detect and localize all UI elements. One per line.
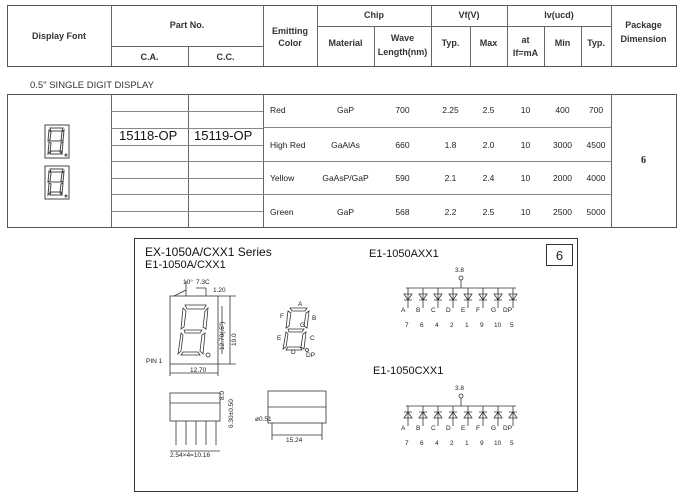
header-emitting-1: Emitting: [272, 26, 308, 36]
row-iv-typ: 4000: [586, 173, 606, 183]
row-color: Green: [270, 207, 294, 217]
row-vf-typ: 2.2: [444, 207, 457, 217]
dim-label: PIN 1: [146, 358, 163, 365]
dim-label: 10°: [183, 279, 193, 286]
pin-label: C: [431, 425, 436, 432]
row-iv-typ: 700: [588, 105, 604, 115]
pin-label: A: [401, 425, 406, 432]
row-iv-min: 2500: [553, 207, 572, 217]
pin-label: C: [431, 307, 436, 314]
dim-label: ø0.51: [255, 416, 272, 423]
header-display-font: Display Font: [31, 31, 86, 41]
pin-number: 1: [465, 440, 469, 447]
package-dimension: 6: [641, 155, 646, 166]
ca-title: E1-1050AXX1: [369, 248, 439, 260]
row-wave: 568: [395, 207, 410, 217]
row-vf-typ: 2.1: [444, 173, 457, 183]
pin-number: 6: [420, 440, 424, 447]
pin-label: E: [461, 307, 466, 314]
series-subtitle: E1-1050A/CXX1: [145, 259, 226, 271]
dim-label: 19.0: [231, 333, 238, 346]
seven-segment-icon: [44, 165, 72, 201]
row-iv-min: 3000: [553, 140, 572, 150]
pin-number: 9: [480, 440, 484, 447]
row-iv-typ: 5000: [586, 207, 606, 217]
dim-label: 15.24: [286, 437, 303, 444]
dim-label: 3.8: [455, 267, 465, 274]
row-at: 10: [520, 173, 531, 183]
pin-number: 6: [420, 322, 424, 329]
part-number-ca: 15118-OP: [119, 128, 178, 143]
row-color: Yellow: [270, 173, 295, 183]
dim-label: 1.20: [213, 287, 226, 294]
section-label: 0.5" SINGLE DIGIT DISPLAY: [30, 80, 154, 91]
segment-label: D: [291, 349, 296, 356]
header-chip: Chip: [364, 10, 384, 20]
header-part-no: Part No.: [169, 20, 205, 30]
dim-label: 7.3C: [196, 279, 210, 286]
pin-number: 4: [435, 440, 439, 447]
pin-number: 2: [450, 440, 454, 447]
pin-label: F: [476, 425, 480, 432]
pin-number: 10: [494, 440, 502, 447]
row-wave: 700: [395, 105, 410, 115]
row-wave: 660: [395, 140, 410, 150]
pin-label: F: [476, 307, 480, 314]
pin-label: B: [416, 307, 421, 314]
page-number-box: [546, 244, 573, 266]
header-ca: C.A.: [140, 52, 159, 62]
pin-number: 4: [435, 322, 439, 329]
pin-label: D: [446, 307, 451, 314]
header-package-2: Dimension: [620, 34, 667, 44]
row-vf-typ: 2.25: [442, 105, 459, 115]
seven-segment-icon: [44, 124, 72, 160]
segment-label: G: [300, 322, 306, 329]
header-wave-2: Length(nm): [377, 47, 428, 57]
segment-label: E: [277, 335, 282, 342]
dim-label: 12.70: [190, 367, 207, 374]
header-vf: Vf(V): [458, 10, 480, 20]
pin-label: E: [461, 425, 466, 432]
segment-label: C: [310, 335, 315, 342]
pin-label: D: [446, 425, 451, 432]
pin-number: 5: [510, 322, 514, 329]
segment-label: DP: [306, 352, 316, 359]
pin-number: 7: [405, 440, 409, 447]
row-at: 10: [520, 207, 531, 217]
row-iv-min: 2000: [553, 173, 572, 183]
pin-label: G: [491, 307, 497, 314]
part-number-cc: 15119-OP: [194, 128, 253, 143]
pin-number: 2: [450, 322, 454, 329]
header-at-2: If=mA: [512, 48, 539, 58]
row-iv-min: 400: [555, 105, 570, 115]
pin-number: 9: [480, 322, 484, 329]
row-material: GaAsP/GaP: [322, 173, 369, 183]
pin-number: 10: [494, 322, 502, 329]
header-cc: C.C.: [216, 52, 235, 62]
header-wave-1: Wave: [390, 33, 415, 43]
series-title: EX-1050A/CXX1 Series: [145, 245, 272, 259]
dim-label: 2.54×4=10.16: [170, 452, 211, 459]
pin-label: A: [401, 307, 406, 314]
row-vf-max: 2.0: [482, 140, 495, 150]
header-iv-typ: Typ.: [587, 38, 605, 48]
pin-label: DP: [503, 307, 513, 314]
cc-title: E1-1050CXX1: [373, 365, 444, 377]
header-vf-typ: Typ.: [441, 38, 460, 48]
pin-number: 7: [405, 322, 409, 329]
segment-label: A: [298, 301, 303, 308]
row-material: GaAlAs: [331, 140, 360, 150]
header-material: Material: [328, 38, 363, 48]
row-at: 10: [520, 105, 531, 115]
page-number: 6: [555, 248, 564, 263]
pin-number: 1: [465, 322, 469, 329]
pin-label: DP: [503, 425, 513, 432]
row-material: GaP: [336, 207, 354, 217]
dim-label: 8.0: [219, 390, 226, 400]
segment-label: B: [312, 315, 317, 322]
row-color: High Red: [270, 140, 306, 150]
row-vf-max: 2.4: [482, 173, 495, 183]
row-vf-typ: 1.8: [444, 140, 457, 150]
dim-label: 12.70(.5"): [219, 321, 226, 350]
header-at-1: at: [521, 35, 530, 45]
pin-label: B: [416, 425, 421, 432]
header-iv-min: Min: [554, 38, 571, 48]
header-emitting-2: Color: [278, 38, 302, 48]
row-at: 10: [520, 140, 531, 150]
dim-label: 6.30±0.50: [228, 399, 235, 428]
header-vf-max: Max: [479, 38, 498, 48]
row-iv-typ: 4500: [586, 140, 606, 150]
pin-number: 5: [510, 440, 514, 447]
header-iv: Iv(ucd): [544, 10, 574, 20]
row-vf-max: 2.5: [482, 207, 495, 217]
segment-label: F: [280, 313, 284, 320]
pin-label: G: [491, 425, 497, 432]
header-package-1: Package: [625, 20, 662, 30]
row-material: GaP: [336, 105, 354, 115]
dim-label: 3.8: [455, 385, 465, 392]
row-vf-max: 2.5: [482, 105, 495, 115]
row-wave: 590: [395, 173, 410, 183]
row-color: Red: [270, 105, 286, 115]
